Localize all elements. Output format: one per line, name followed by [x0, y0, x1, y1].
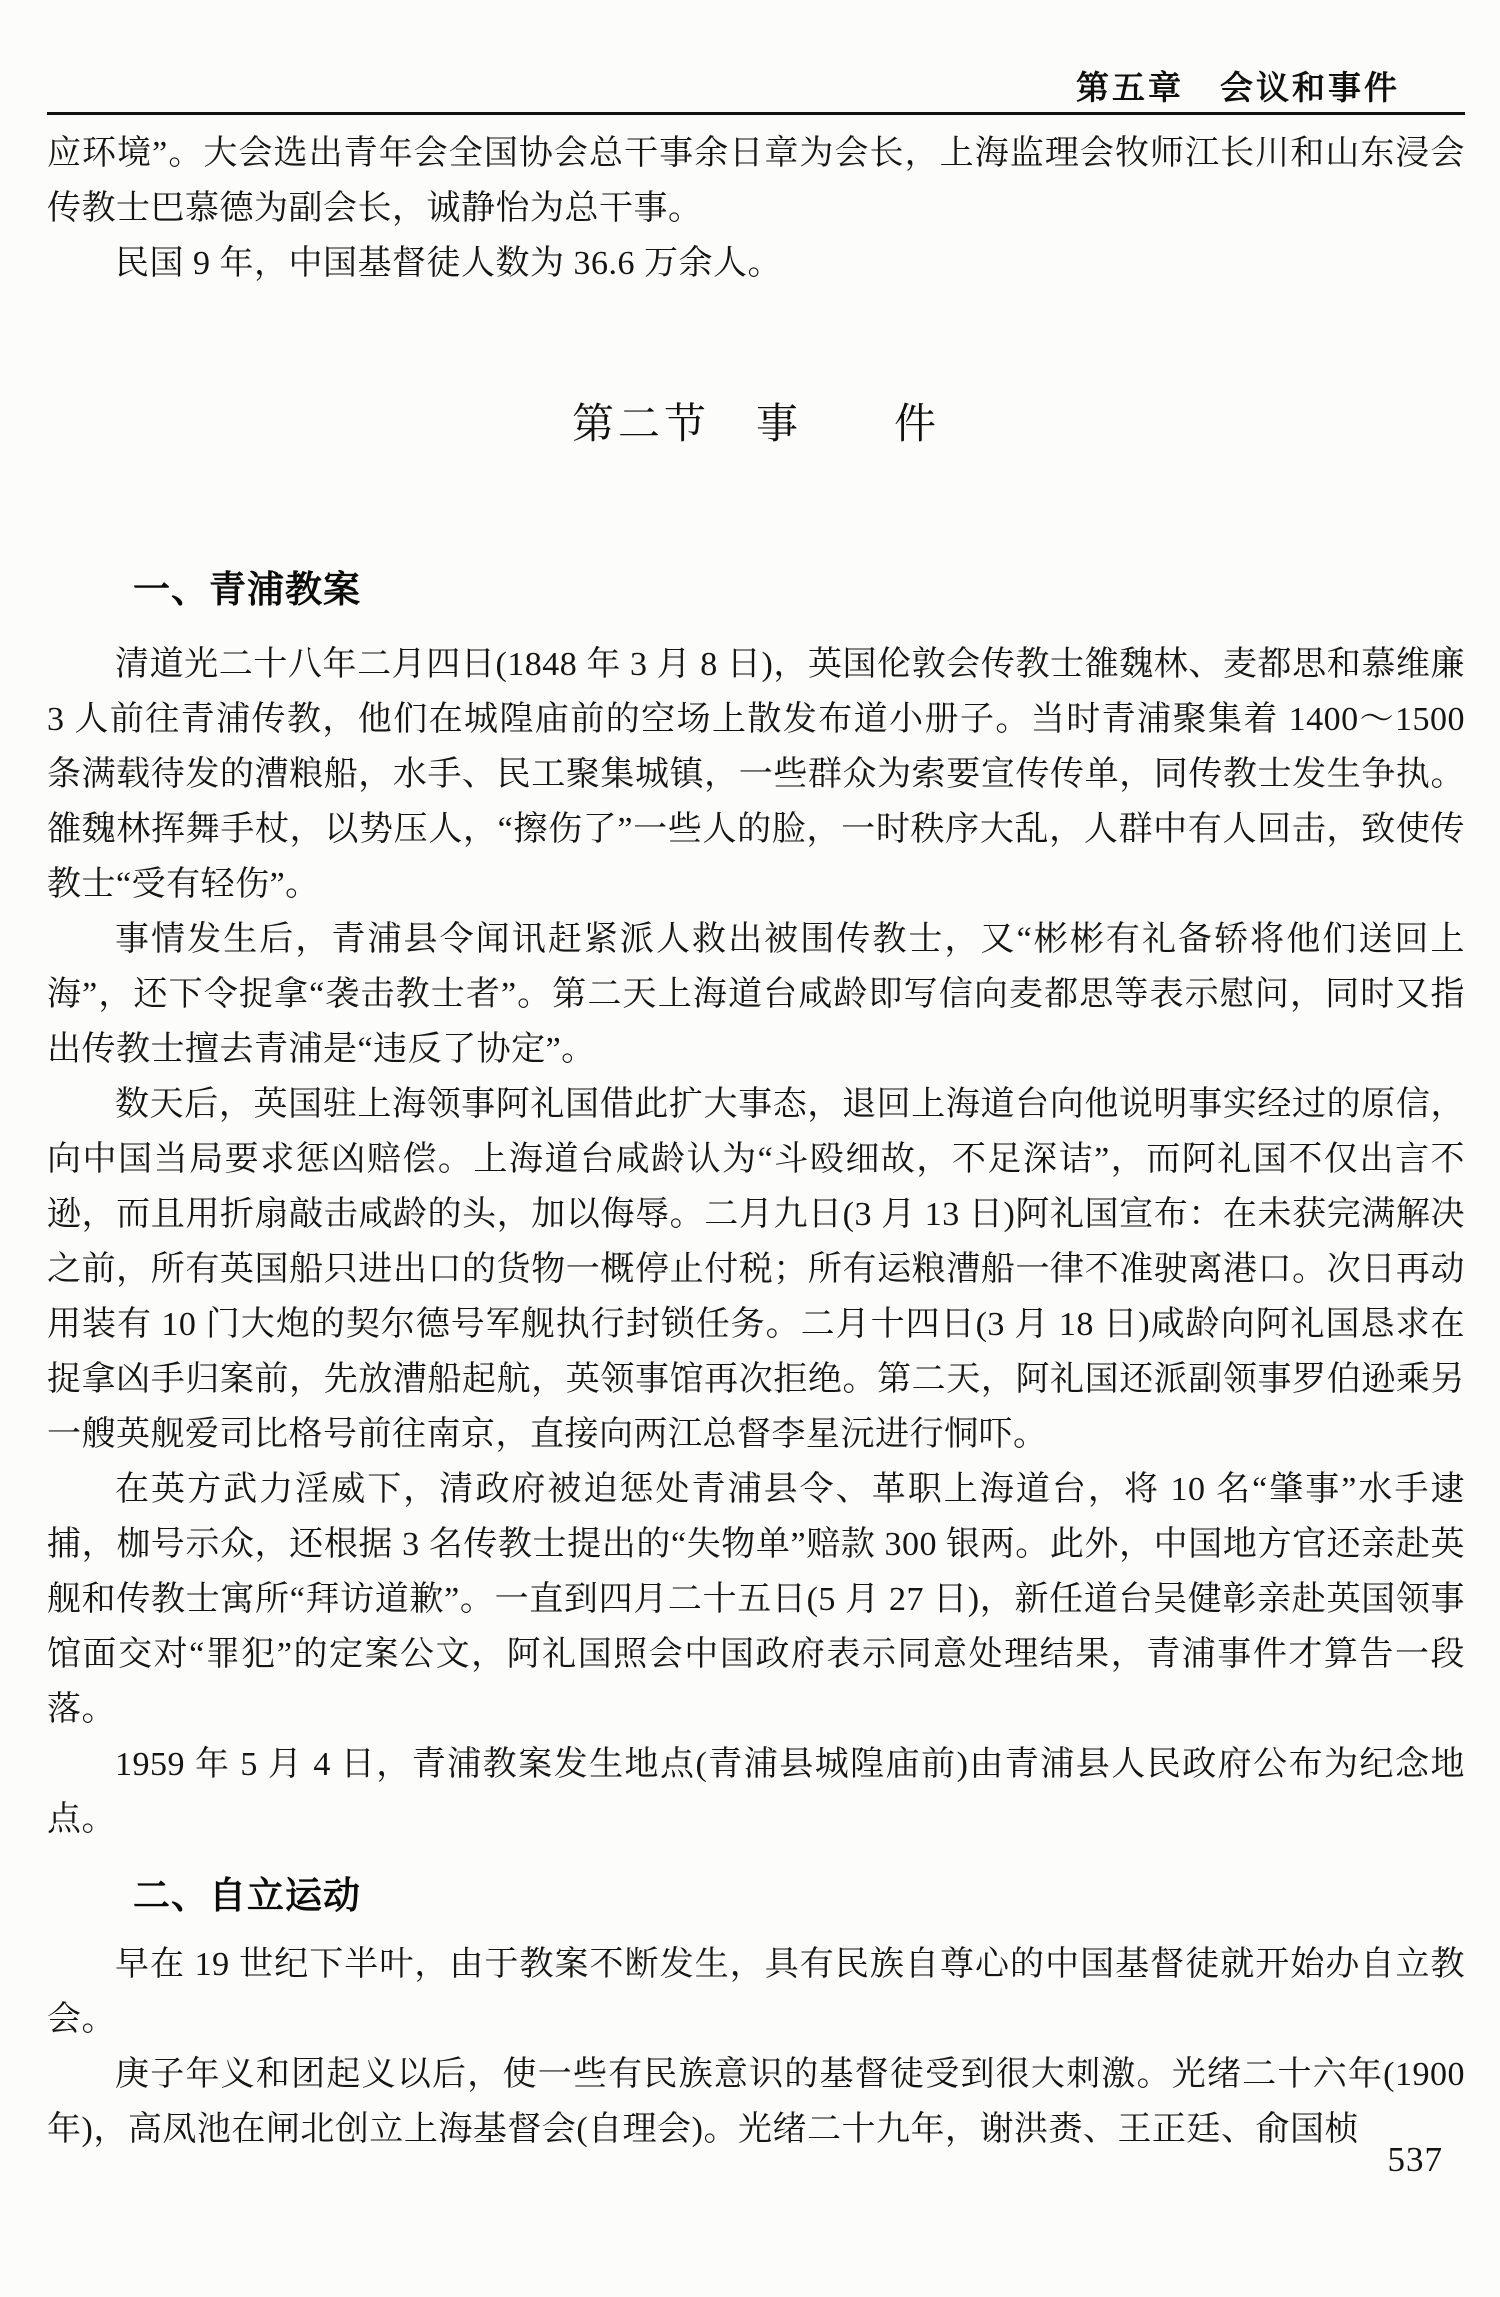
paragraph-independence-2: 庚子年义和团起义以后，使一些有民族意识的基督徒受到很大刺激。光绪二十六年(1900 年)，高凤池在闸北创立上海基督会(自理会)。光绪二十九年，谢洪赉、王正廷、俞国桢 [47, 2056, 1465, 2148]
paragraph-independence-1: 早在 19 世纪下半叶，由于教案不断发生，具有民族自尊心的中国基督徒就开始办自立教会。 [47, 1946, 1465, 2038]
header-rule [47, 112, 1465, 115]
paragraph-qingpu-2: 事情发生后，青浦县令闻讯赶紧派人救出被围传教士，又“彬彬有礼备轿将他们送回上海”，还下令捉拿“袭击教士者”。第二天上海道台咸龄即写信向麦都思等表示慰问，同时又指出传教士擅去青浦是“违反了协定”。 [47, 921, 1465, 1068]
paragraph-qingpu-1: 清道光二十八年二月四日(1848 年 3 月 8 日)，英国伦敦会传教士雒魏林、麦都思和慕维廉 3 人前往青浦传教，他们在城隍庙前的空场上散发布道小册子。当时青浦聚集着 1400～1500 条满载待发的漕粮船，水手、民工聚集城镇，一些群众为索要宣传传单，同传教士发生争执。雒魏林挥舞手杖，以势压人，“擦伤了”一些人的脸，一时秩序大乱，人群中有人回击，致使传教士“受有轻伤”。 [47, 646, 1465, 903]
page-content [47, 126, 1465, 2157]
running-head: 第五章 会议和事件 [1076, 69, 1400, 106]
subsection-heading-independence-movement: 二、自立运动 [133, 1875, 361, 1916]
section-title: 第二节 事 件 [571, 402, 940, 448]
paragraph-continued: 应环境”。大会选出青年会全国协会总干事余日章为会长，上海监理会牧师江长川和山东浸会传教士巴慕德为副会长，诚静怡为总干事。 [47, 135, 1465, 227]
paragraph-qingpu-3: 数天后，英国驻上海领事阿礼国借此扩大事态，退回上海道台向他说明事实经过的原信，向中国当局要求惩凶赔偿。上海道台咸龄认为“斗殴细故，不足深诘”，而阿礼国不仅出言不逊，而且用折扇敲击咸龄的头，加以侮辱。二月九日(3 月 13 日)阿礼国宣布：在未获完满解决之前，所有英国船只进出口的货物一概停止付税；所有运粮漕船一律不准驶离港口。次日再动用装有 10 门大炮的契尔德号军舰执行封锁任务。二月十四日(3 月 18 日)咸龄向阿礼国恳求在捉拿凶手归案前，先放漕船起航，英领事馆再次拒绝。第二天，阿礼国还派副领事罗伯逊乘另一艘英舰爱司比格号前往南京，直接向两江总督李星沅进行恫吓。 [47, 1086, 1465, 1453]
subsection-heading-qingpu-case: 一、青浦教案 [133, 569, 361, 610]
page-number: 537 [1387, 2140, 1443, 2179]
paragraph-statistic: 民国 9 年，中国基督徒人数为 36.6 万余人。 [115, 245, 782, 282]
paragraph-qingpu-4: 在英方武力淫威下，清政府被迫惩处青浦县令、革职上海道台，将 10 名“肇事”水手逮捕，枷号示众，还根据 3 名传教士提出的“失物单”赔款 300 银两。此外，中国地方官还亲赴英舰和传教士寓所“拜访道歉”。一直到四月二十五日(5 月 27 日)，新任道台吴健彰亲赴英国领事馆面交对“罪犯”的定案公文，阿礼国照会中国政府表示同意处理结果，青浦事件才算告一段落。 [47, 1471, 1465, 1728]
paragraph-qingpu-5: 1959 年 5 月 4 日，青浦教案发生地点(青浦县城隍庙前)由青浦县人民政府公布为纪念地点。 [47, 1746, 1465, 1838]
